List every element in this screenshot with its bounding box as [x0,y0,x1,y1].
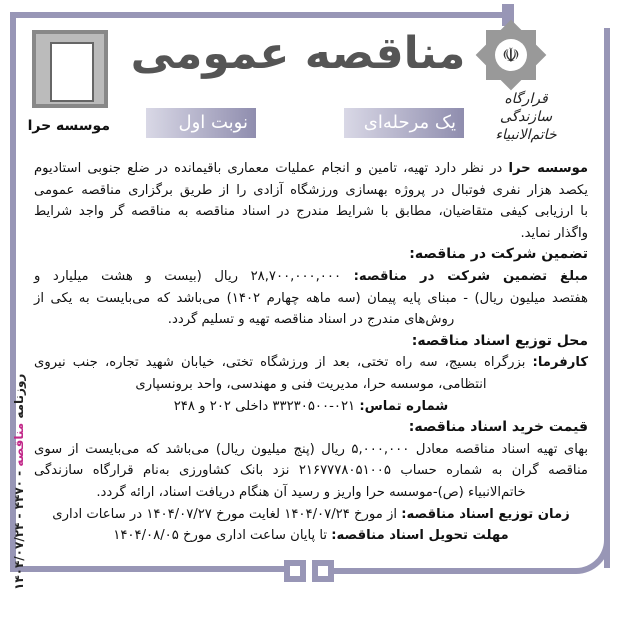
employer-label: کارفرما: [532,355,588,371]
intro-text: یکصد هزار نفری فوتبال در پروژه بهسازی ورزشگاه آزادی را از طریق برگزاری مناقصه عمومی [34,182,588,198]
hera-logo-label: موسسه حرا [27,118,110,134]
deadline-time: تا پایان ساعت اداری مورخ ۱۴۰۴/۰۸/۰۵ [113,528,328,544]
address-text: بزرگراه بسیج، سه راه تختی، بعد از ورزشگاه تختی، خیابان شهید تجاره، جنب نیروی [34,355,526,371]
guarantee-text: هفتصد میلیون ریال) - مبنای پایه پیمان (سه ماهه چهارم ۱۴۰۲) می‌باشد که می‌بایست به یکی از [34,290,588,306]
deadline-label: مهلت تحویل اسناد مناقصه: [331,528,509,544]
distribution-heading: محل توزیع اسناد مناقصه: [411,332,588,349]
guarantee-text: روش‌های مندرج در اسناد مناقصه تهیه و تسلیم گردد. [167,312,455,328]
guarantee-label: مبلغ تضمین شرکت در مناقصه: [353,268,588,284]
guarantee-heading: تضمین شرکت در مناقصه: [409,246,588,263]
intro-text: در نظر دارد تهیه، تامین و انجام عملیات معماری باقیمانده در ضلع جنوبی استادیوم [34,161,503,176]
frame-border-top [10,12,508,18]
caption-issue-date: - ۴۴۷۰ - ۱۴۰۴/۰۷/۲۴ [12,470,26,590]
distribution-time-label: زمان توزیع اسناد مناقصه: [401,506,570,522]
price-heading: قیمت خرید اسناد مناقصه: [408,419,588,436]
address-text: انتظامی، موسسه حرا، مدیریت فنی و مهندسی، واحد برونسپاری [135,376,487,392]
caption-paper-name: مناقصه [12,422,26,467]
notice-body [34,158,588,547]
intro-text: با ارزیابی کیفی متقاضیان، مطابق با شرایط مندرج در اسناد مناقصه به مناقصه گر واجد شرایط [34,204,588,220]
phone-number: ۰۲۱-۳۳۲۳۰۵۰۰ داخلی ۲۰۲ و ۲۴۸ [173,398,356,414]
iran-emblem-icon: ☫ [495,39,527,71]
price-text: مناقصه گران به شماره حساب ۲۱۶۷۷۷۸۰۵۱۰۰۵ نزد بانک کشاورزی به‌نام قرارگاه سازندگی [34,463,588,479]
frame-border-bottom [10,566,300,572]
stage-badge: یک مرحله‌ای [344,108,464,138]
round-badge: نوبت اول [146,108,256,138]
hera-institute-logo [32,30,108,108]
decorative-square [284,560,306,582]
intro-text: واگذار نماید. [520,225,588,241]
distribution-time: از مورخ ۱۴۰۴/۰۷/۲۴ لغایت مورخ ۱۴۰۴/۰۷/۲۷ در ساعات اداری [52,506,398,522]
khatam-hq-logo: قرارگاه سازندگی خاتم‌الانبیاء [495,91,557,143]
caption-prefix: روزنامه [12,373,26,419]
frame-border-right [604,28,610,568]
price-text: خاتم‌الانبیاء (ص)-موسسه حرا واریز و رسید آن هنگام دریافت اسناد، ارائه گردد. [96,484,526,500]
guarantee-text: ۲۸,۷۰۰,۰۰۰,۰۰۰ ریال (بیست و هشت میلیارد و [34,268,342,284]
price-text: بهای تهیه اسناد مناقصه معادل ۵,۰۰۰,۰۰۰ ریال (پنج میلیون ریال) می‌باشد که می‌بایست از سوی [34,441,588,457]
page-title: مناقصه عمومی [130,28,466,79]
org-name: موسسه حرا [508,161,588,176]
phone-label: شماره تماس: [359,398,449,414]
newspaper-caption [12,160,26,590]
decorative-square [312,560,334,582]
